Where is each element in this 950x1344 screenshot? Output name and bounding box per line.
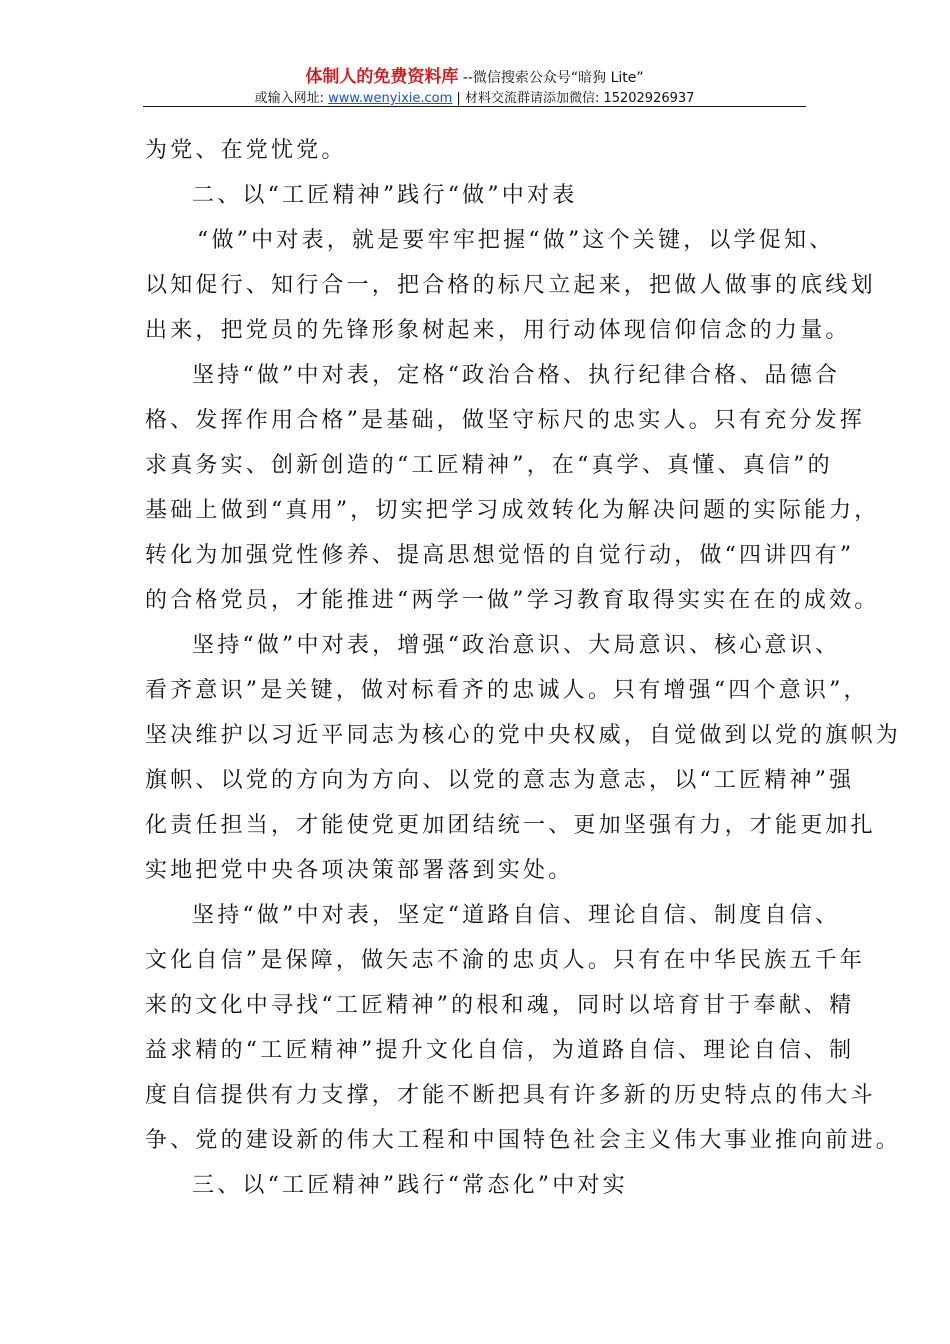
body-line: 度自信提供有力支撑，才能不断把具有许多新的历史特点的伟大斗 xyxy=(145,1083,876,1108)
header-suffix: --微信搜索公众号“暗狗 Lite” xyxy=(458,70,644,86)
body-line: 坚持“做”中对表，定格“政治合格、执行纪律合格、品德合 xyxy=(192,363,841,388)
body-line: 求真务实、创新创造的“工匠精神”，在“真学、真懂、真信”的 xyxy=(145,453,833,478)
document-body xyxy=(145,128,902,1208)
body-line: 的合格党员，才能推进“两学一做”学习教育取得实实在在的成效。 xyxy=(145,588,880,613)
body-line: 坚决维护以习近平同志为核心的党中央权威，自觉做到以党的旗帜为 xyxy=(145,723,902,748)
body-line: 坚持“做”中对表，增强“政治意识、大局意识、核心意识、 xyxy=(192,633,841,658)
body-line: 化责任担当，才能使党更加团结统一、更加坚强有力，才能更加扎 xyxy=(145,813,876,838)
header-title-line xyxy=(143,66,806,89)
header-brand: 体制人的免费资料库 xyxy=(305,67,459,87)
body-line: 格、发挥作用合格”是基础，做坚守标尺的忠实人。只有充分发挥 xyxy=(145,408,866,433)
body-line: 基础上做到“真用”，切实把学习成效转化为解决问题的实际能力， xyxy=(145,498,880,523)
body-line: 看齐意识”是关键，做对标看齐的忠诚人。只有增强“四个意识”， xyxy=(145,678,869,703)
body-line: 以知促行、知行合一，把合格的标尺立起来，把做人做事的底线划 xyxy=(145,273,876,298)
header-contact: | 材料交流群请添加微信: 15202926937 xyxy=(452,91,695,106)
header-divider xyxy=(143,106,806,107)
header-url-prefix: 或输入网址: xyxy=(254,91,329,106)
body-line: 坚持“做”中对表，坚定“道路自信、理论自信、制度自信、 xyxy=(192,903,841,928)
page-header xyxy=(143,66,806,109)
body-line: 为党、在党忧党。 xyxy=(145,138,347,163)
body-line: 旗帜、以党的方向为方向、以党的意志为意志，以“工匠精神”强 xyxy=(145,768,855,793)
body-line: 争、党的建设新的伟大工程和中国特色社会主义伟大事业推向前进。 xyxy=(145,1128,902,1153)
body-line: 实地把党中央各项决策部署落到实处。 xyxy=(145,858,574,883)
body-line: 出来，把党员的先锋形象树起来，用行动体现信仰信念的力量。 xyxy=(145,318,851,343)
body-line: 文化自信”是保障，做矢志不渝的忠贞人。只有在中华民族五千年 xyxy=(145,948,866,973)
body-line: 益求精的“工匠精神”提升文化自信，为道路自信、理论自信、制 xyxy=(145,1038,855,1063)
body-line: 来的文化中寻找“工匠精神”的根和魂，同时以培育甘于奉献、精 xyxy=(145,993,855,1018)
body-line: “做”中对表，就是要牢牢把握“做”这个关键，以学促知、 xyxy=(197,228,835,253)
body-line: 转化为加强党性修养、提高思想觉悟的自觉行动，做“四讲四有” xyxy=(145,543,855,568)
section-heading: 三、以“工匠精神”践行“常态化”中对实 xyxy=(192,1173,628,1198)
section-heading: 二、以“工匠精神”践行“做”中对表 xyxy=(192,183,578,208)
header-url-link[interactable]: www.wenyixie.com xyxy=(328,91,453,106)
